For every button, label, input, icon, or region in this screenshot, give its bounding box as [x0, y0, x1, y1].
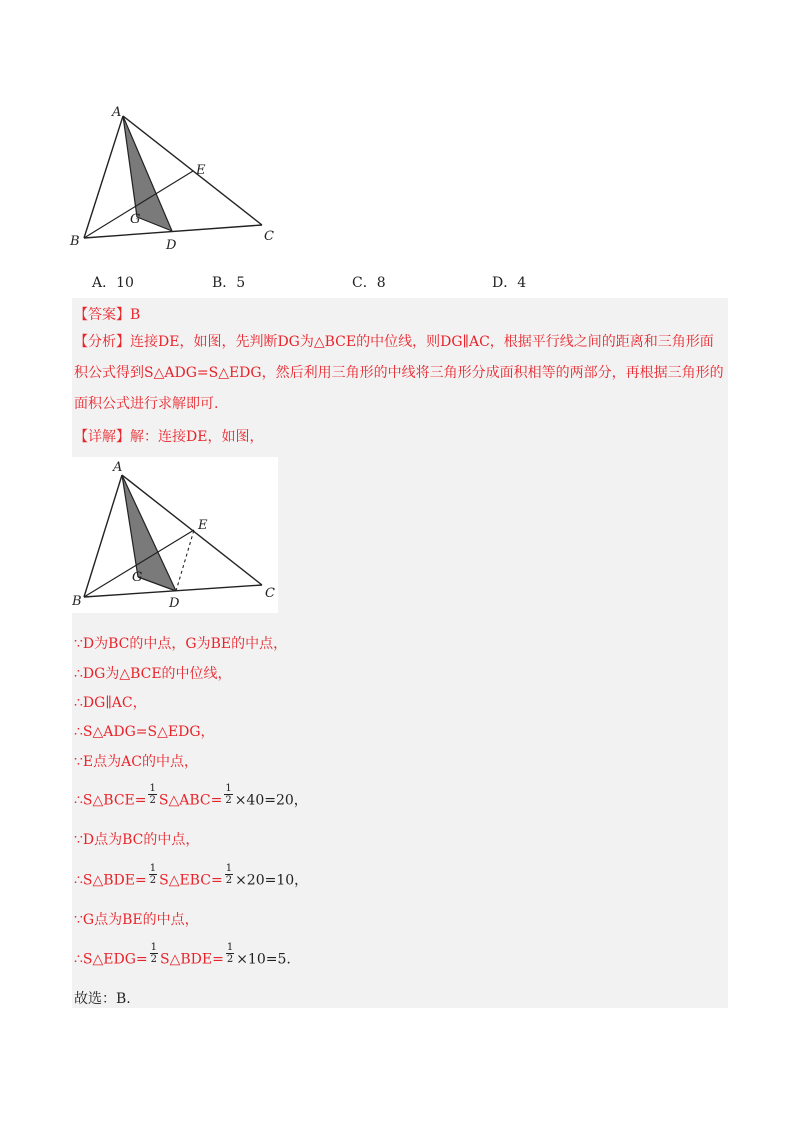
label-b: B	[70, 234, 80, 249]
calc-line: ∴S△BCE= $\frac{1}{2}$ S△ABC= $\frac{1}{2}$ ×40=20，	[74, 783, 308, 809]
fraction-half: $\frac{1}{2}$	[225, 863, 233, 886]
conclusion-line: 故选：B.	[74, 991, 131, 1007]
calc-line: ∴S△BDE= $\frac{1}{2}$ S△EBC= $\frac{1}{2}$ ×20=10，	[74, 863, 309, 889]
side-bc	[84, 225, 262, 238]
step-line: ∵G点为BE的中点，	[74, 912, 199, 928]
fraction-half: $\frac{1}{2}$	[149, 783, 156, 806]
step-line: ∵E点为AC的中点，	[74, 754, 198, 770]
label-b: B	[72, 594, 82, 609]
detail-figure-box	[72, 457, 278, 613]
label-g: G	[132, 570, 143, 585]
label-d: D	[169, 596, 180, 611]
label-c: C	[265, 586, 275, 601]
fraction-half: $\frac{1}{2}$	[149, 863, 157, 886]
label-c: C	[264, 229, 274, 244]
label-e: E	[196, 163, 206, 178]
label-a: A	[112, 105, 122, 120]
triangle-figure	[66, 100, 296, 260]
option-b: B．5	[212, 275, 246, 291]
detail-line: 【详解】解：连接DE，如图，	[74, 429, 264, 445]
option-d: D．4	[492, 275, 527, 291]
option-a: A．10	[92, 275, 134, 291]
fraction-half: $\frac{1}{2}$	[225, 783, 232, 806]
option-c: C．8	[352, 275, 386, 291]
step-line: ∵D点为BC的中点，	[74, 832, 200, 848]
step-line: ∴DG∥AC，	[74, 695, 147, 711]
step-line: ∴S△ADG=S△EDG，	[74, 724, 215, 740]
label-d: D	[166, 238, 177, 253]
label-g: G	[130, 212, 141, 227]
calc-line: ∴S△EDG= $\frac{1}{2}$ S△BDE= $\frac{1}{2}$ ×10=5.	[74, 942, 291, 968]
fraction-half: $\frac{1}{2}$	[150, 942, 157, 965]
fraction-half: $\frac{1}{2}$	[226, 942, 234, 965]
side-ab	[84, 475, 122, 597]
step-line: ∴DG为△BCE的中位线，	[74, 666, 232, 682]
step-line: ∵D为BC的中点，G为BE的中点，	[74, 636, 288, 652]
detail-triangle-figure	[72, 457, 278, 613]
analysis-paragraph: 【分析】连接DE，如图，先判断DG为△BCE的中位线，则DG∥AC，根据平行线之间的距离和三角形面积公式得到S△ADG=S△EDG，然后利用三角形的中线将三角形分成面积相等的两部分，再根据三角形的面积公式进行求解即可.	[74, 334, 724, 412]
label-a: A	[113, 460, 123, 475]
side-ab	[84, 116, 123, 238]
answer-line: 【答案】B	[74, 307, 141, 323]
label-e: E	[198, 518, 208, 533]
